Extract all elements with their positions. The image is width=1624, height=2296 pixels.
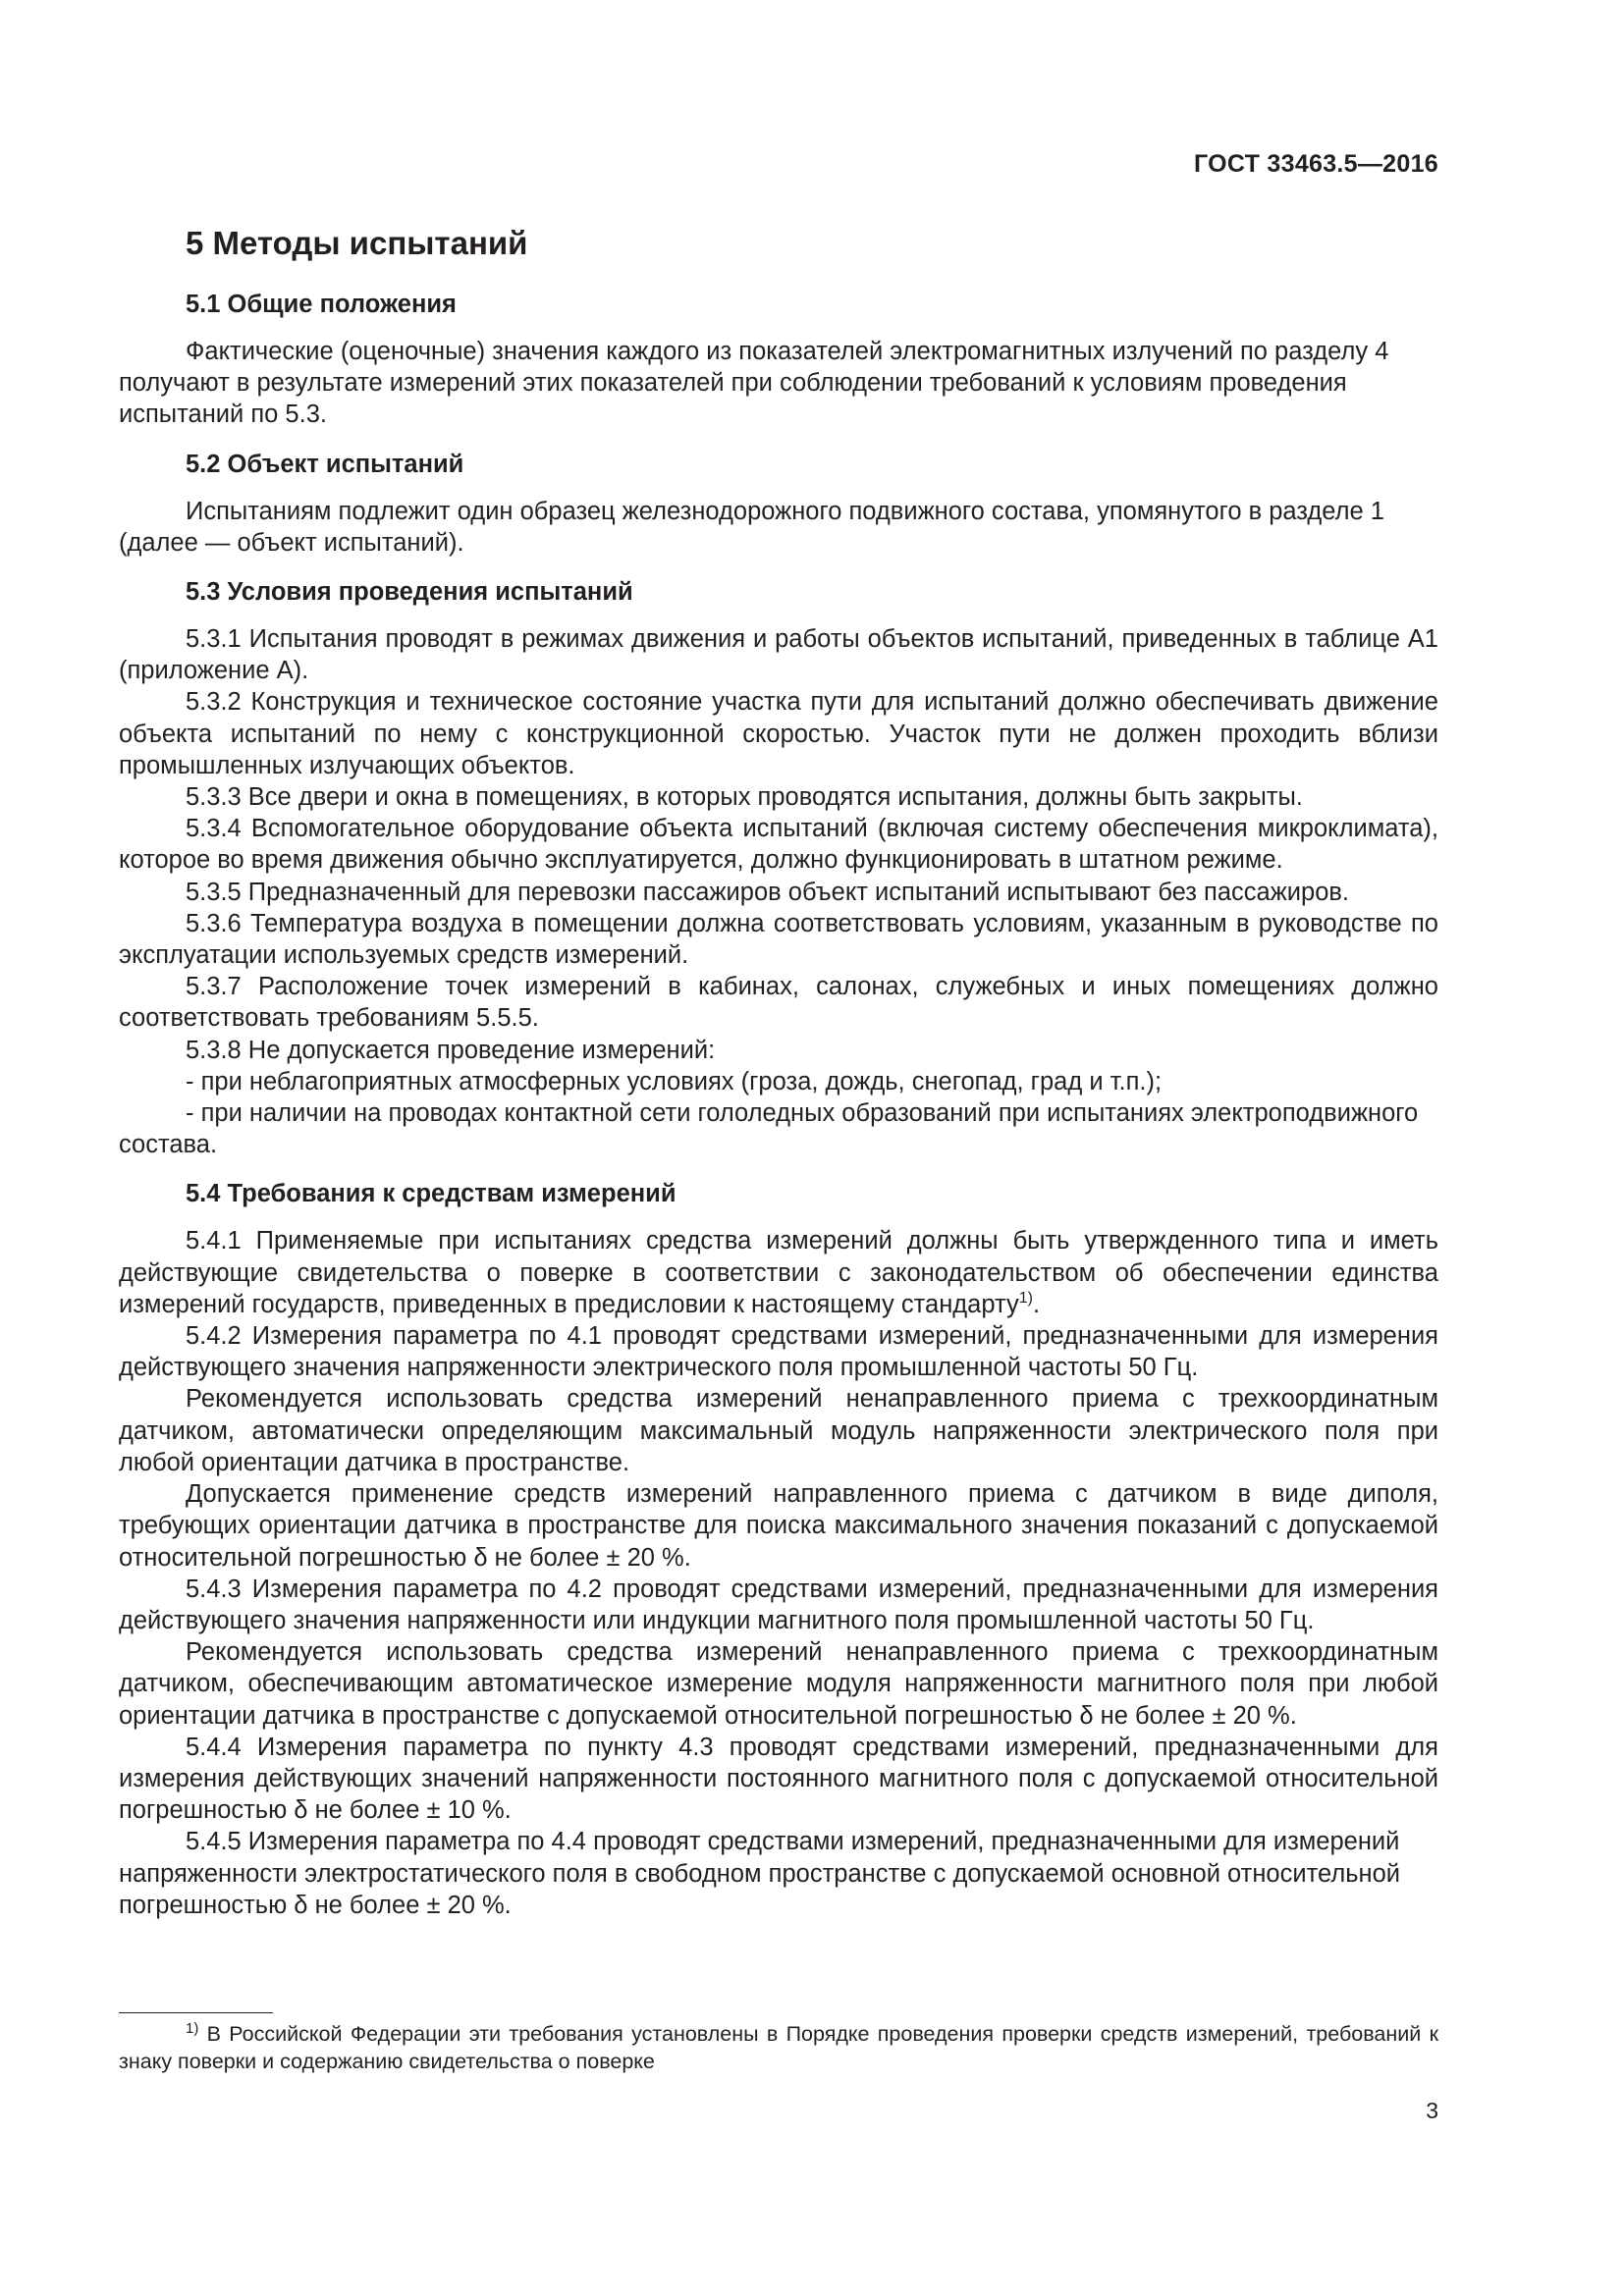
page-content <box>119 224 1438 1935</box>
paragraph-5-3-8: 5.3.8 Не допускается проведение измерений: <box>186 1036 716 1064</box>
paragraph: Фактические (оценочные) значения каждого из показателей электромагнитных излучений по разделу 4 получают в результате измерений этих показателей при соблюдении требований к условиям проведения испытаний по 5.3. <box>119 338 1389 429</box>
paragraph-5-3-1: 5.3.1 Испытания проводят в режимах движения и работы объектов испытаний, приведенных в таблице А1 (приложение А). <box>119 625 1438 685</box>
paragraph-5-3-3: 5.3.3 Все двери и окна в помещениях, в которых проводятся испытания, должны быть закрыты. <box>186 783 1303 812</box>
paragraph-5-3-6: 5.3.6 Температура воздуха в помещении должна соответствовать условиям, указанным в руководстве по эксплуатации используемых средств измерений. <box>119 909 1438 970</box>
subsection-title-5-1: 5.1 Общие положения <box>186 291 457 318</box>
footnote-mark: 1) <box>186 2020 199 2037</box>
subsection-body-5-3 <box>119 623 1438 1160</box>
footnote-text: В Российской Федерации эти требования установлены в Порядке проведения проверки средств измерений, требований к знаку поверки и содержанию свидетельства о поверке <box>119 2022 1438 2073</box>
paragraph-5-4-5: 5.4.5 Измерения параметра по 4.4 проводят средствами измерений, предназначенными для измерений напряженности электростатического поля в свободном пространстве с допускаемой основной относительной погрешностью δ не более ± 20 %. <box>119 1828 1401 1919</box>
paragraph-5-3-4: 5.3.4 Вспомогательное оборудование объекта испытаний (включая систему обеспечения микроклимата), которое во время движения обычно эксплуатируется, должно функционировать в штатном режиме. <box>119 815 1438 875</box>
paragraph-5-4-1-text: 5.4.1 Применяемые при испытаниях средства измерений должны быть утвержденного типа и иметь действующие свидетельства о поверке в соответствии с законодательством об обеспечении единства измерений государств, приведенных в предисловии к настоящему стандарту <box>119 1227 1438 1318</box>
paragraph-5-4-4: 5.4.4 Измерения параметра по пункту 4.3 проводят средствами измерений, предназначенными для измерения действующих значений напряженности постоянного магнитного поля с допускаемой относительной погрешностью δ не более ± 10 %. <box>119 1733 1438 1825</box>
section-title: 5 Методы испытаний <box>186 225 528 261</box>
paragraph-5-3-2: 5.3.2 Конструкция и техническое состояние участка пути для испытаний должно обеспечивать движение объекта испытаний по нему с конструкционной скоростью. Участок пути не должен проходить вблизи промышленных излучающих объектов. <box>119 688 1438 779</box>
list-item: - при наличии на проводах контактной сети гололедных образований при испытаниях электроподвижного состава. <box>119 1099 1419 1159</box>
footnote-divider <box>119 2012 273 2013</box>
paragraph-5-4-3: 5.4.3 Измерения параметра по 4.2 проводят средствами измерений, предназначенными для измерения действующего значения напряженности или индукции магнитного поля промышленной частоты 50 Гц. <box>119 1575 1438 1634</box>
paragraph: Рекомендуется использовать средства измерений ненаправленного приема с трехкоординатным датчиком, обеспечивающим автоматическое измерение модуля напряженности магнитного поля при любой ориентации датчика в пространстве с допускаемой относительной погрешностью δ не более ± 20 %. <box>119 1638 1438 1730</box>
paragraph: Рекомендуется использовать средства измерений ненаправленного приема с трехкоординатным датчиком, автоматически определяющим максимальный модуль напряженности электрического поля при любой ориентации датчика в пространстве. <box>119 1385 1438 1476</box>
subsection-title-5-2: 5.2 Объект испытаний <box>186 450 464 478</box>
footnote <box>119 2020 1438 2075</box>
paragraph: Допускается применение средств измерений направленного приема с датчиком в виде диполя, требующих ориентации датчика в пространстве для поиска максимального значения показаний с допускаемой относительной погрешностью δ не более ± 20 %. <box>119 1480 1438 1572</box>
paragraph-5-3-7: 5.3.7 Расположение точек измерений в кабинах, салонах, служебных и иных помещениях должно соответствовать требованиям 5.5.5. <box>119 973 1438 1033</box>
paragraph-5-3-5: 5.3.5 Предназначенный для перевозки пассажиров объект испытаний испытывают без пассажиров. <box>186 878 1350 906</box>
list-item: - при неблагоприятных атмосферных условиях (гроза, дождь, снегопад, град и т.п.); <box>186 1067 1163 1095</box>
subsection-body-5-4 <box>119 1225 1438 1920</box>
paragraph-5-4-2: 5.4.2 Измерения параметра по 4.1 проводят средствами измерений, предназначенными для измерения действующего значения напряженности электрического поля промышленной частоты 50 Гц. <box>119 1322 1438 1382</box>
subsection-title-5-3: 5.3 Условия проведения испытаний <box>186 578 633 607</box>
standard-code-header: ГОСТ 33463.5—2016 <box>1193 150 1438 178</box>
page-number: 3 <box>1426 2098 1438 2123</box>
subsection-body-5-1 <box>119 336 1438 431</box>
paragraph-5-4-1-end: . <box>1032 1290 1041 1318</box>
footnote-reference[interactable]: 1) <box>1018 1289 1033 1307</box>
subsection-body-5-2 <box>119 496 1438 559</box>
paragraph: Испытаниям подлежит один образец железнодорожного подвижного состава, упомянутого в разделе 1 (далее — объект испытаний). <box>119 497 1384 557</box>
paragraph-5-4-1 <box>119 1225 1438 1320</box>
subsection-title-5-4: 5.4 Требования к средствам измерений <box>186 1180 677 1208</box>
